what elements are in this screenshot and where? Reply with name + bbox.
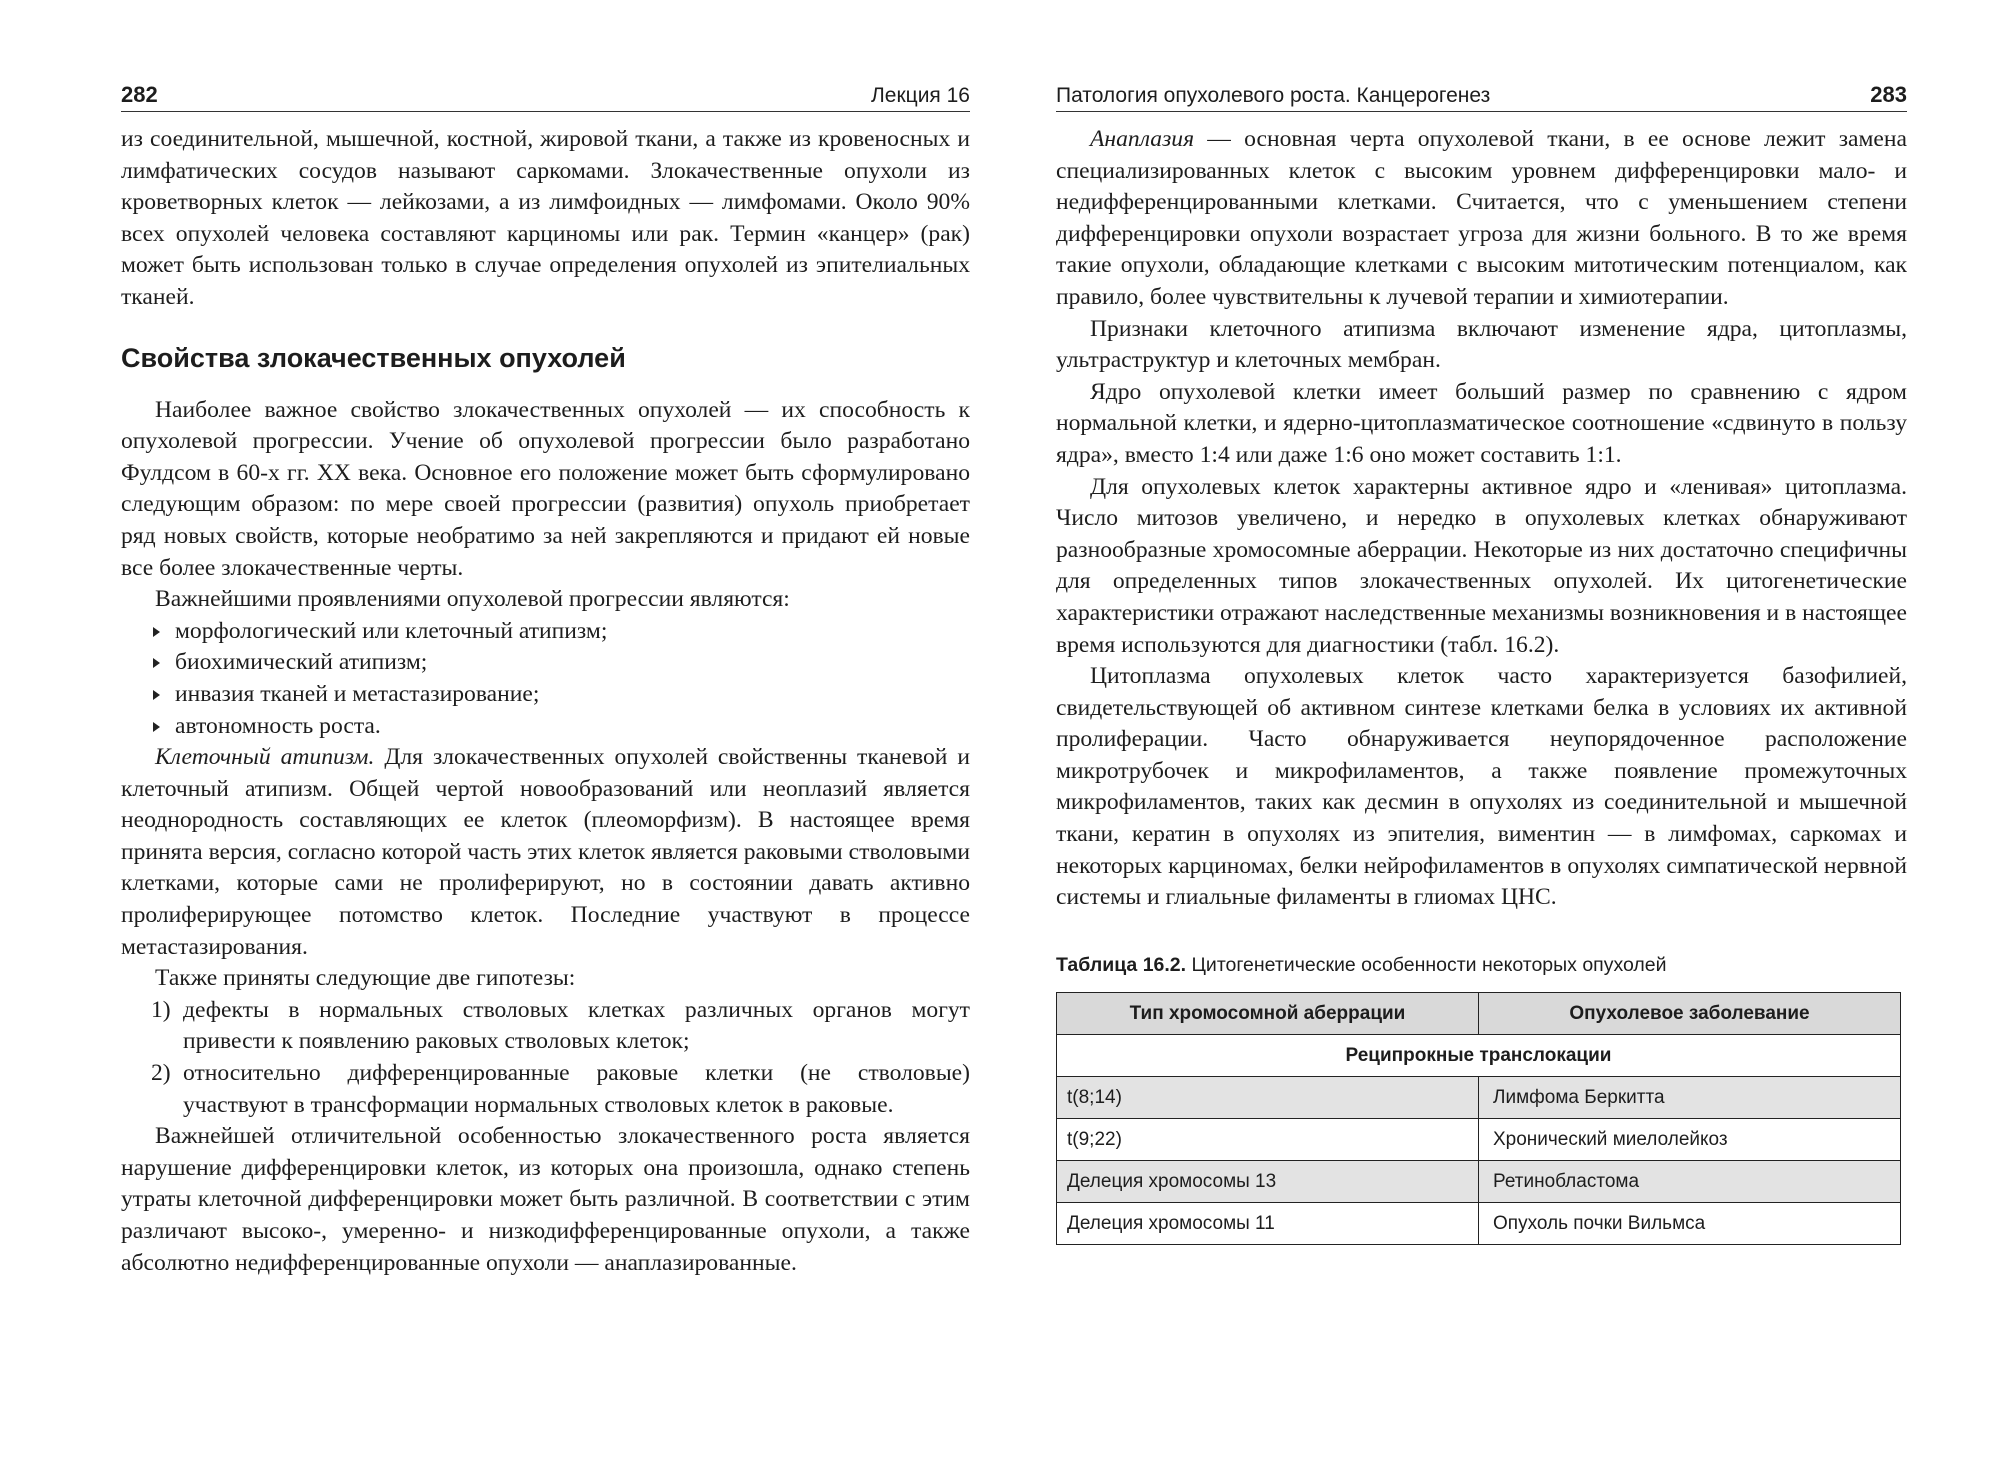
atypism-term: Клеточный атипизм. bbox=[155, 744, 375, 771]
differentiation-paragraph: Важнейшей отличительной особенностью злокачественного роста является нарушение дифференцировки клеток, из которых она произошла, однако степень утраты клеточной дифференцировки может быть различной. В соответствии с этим различают высоко-, умеренно- и низкодифференцированные опухоли, а также абсолютно недифференцированные опухоли — анаплазированные. bbox=[121, 1123, 970, 1276]
table-cell: Делеция хромосомы 13 bbox=[1057, 1160, 1479, 1202]
list-item: 2) относительно дифференцированные раковые клетки (не стволовые) участвуют в трансформации нормальных стволовых клеток в раковые. bbox=[151, 1060, 970, 1118]
triangle-bullet-icon bbox=[153, 627, 160, 637]
table-cell: Лимфома Беркитта bbox=[1479, 1076, 1901, 1118]
intro-paragraph: из соединительной, мышечной, костной, жировой ткани, а также из кровеносных и лимфатических сосудов называют саркомами. Злокачественные опухоли из кроветворных клеток — лейкозами, а из лимфоидных — лимфомами. Около 90% всех опухолей человека составляют карциномы или рак. Термин «канцер» (рак) может быть использован только в случае определения опухолей из эпителиальных тканей. bbox=[121, 126, 970, 310]
table-cell: Опухоль почки Вильмса bbox=[1479, 1202, 1901, 1244]
left-page-number: 282 bbox=[121, 82, 158, 107]
left-running-head bbox=[121, 78, 970, 108]
triangle-bullet-icon bbox=[153, 690, 160, 700]
cytoplasm-paragraph: Цитоплазма опухолевых клеток часто характеризуется базофилией, свидетельствующей об активном синтезе клетками белка в условиях их активной пролиферации. Часто обнаруживается неупорядоченное расположение микротрубочек и микрофиламентов, а также появление промежуточных микрофиламентов, таких как десмин в опухолях из соединительной и мышечной ткани, кератин в опухолях из эпителия, виментин — в лимфомах, саркомах и некоторых карциномах, белки нейрофиламентов в опухолях симпатической нервной системы и глиальные филаменты в глиомах ЦНС. bbox=[1056, 663, 1907, 911]
anaplasia-term: Анаплазия bbox=[1090, 126, 1195, 152]
triangle-bullet-icon bbox=[153, 658, 160, 668]
list-item: 1) дефекты в нормальных стволовых клетках различных органов могут привести к появлению раковых стволовых клеток; bbox=[151, 996, 970, 1055]
table-row bbox=[1057, 1118, 1901, 1160]
table-cell: t(8;14) bbox=[1057, 1076, 1479, 1118]
table-cell: Ретинобластома bbox=[1479, 1160, 1901, 1202]
left-text-column bbox=[121, 124, 970, 1279]
signs-paragraph: Признаки клеточного атипизма включают изменение ядра, цитоплазмы, ультраструктур и клеточных мембран. bbox=[1056, 315, 1907, 374]
right-header-rule bbox=[1056, 111, 1907, 112]
right-page-number: 283 bbox=[1870, 82, 1907, 107]
table-row bbox=[1057, 1160, 1901, 1202]
anaplasia-paragraph: Анаплазия — основная черта опухолевой ткани, в ее основе лежит замена специализированных клеток с высоким уровнем дифференцировки мало- и недифференцированными клетками. Считается, что с уменьшением степени дифференцировки опухоли возрастает угроза для жизни больного. В то же время такие опухоли, обладающие клетками с высоким митотическим потенциалом, как правило, более чувствительны к лучевой терапии и химиотерапии. bbox=[1056, 126, 1907, 310]
list-item: автономность роста. bbox=[153, 711, 970, 743]
progression-paragraph: Наиболее важное свойство злокачественных опухолей — их способность к опухолевой прогрессии. Учение об опухолевой прогрессии было разработано Фулдсом в 60-х гг. XX века. Основное его положение может быть сформулировано следующим образом: по мере своей прогрессии (развития) опухоль приобретает ряд новых свойств, которые необратимо за ней закрепляются и придают ей новые все более злокачественные черты. bbox=[121, 396, 970, 581]
triangle-bullet-icon bbox=[153, 722, 160, 732]
table-cell: Делеция хромосомы 11 bbox=[1057, 1202, 1479, 1244]
hypotheses-list bbox=[121, 995, 970, 1121]
right-running-head bbox=[1056, 78, 1907, 108]
table-cell: t(9;22) bbox=[1057, 1118, 1479, 1160]
table-group-label: Реципрокные транслокации bbox=[1057, 1034, 1901, 1076]
table-row bbox=[1057, 1076, 1901, 1118]
cytogenetic-table bbox=[1056, 992, 1901, 1245]
atypism-paragraph: Клеточный атипизм. Для злокачественных опухолей свойственны тканевой и клеточный атипизм. Общей чертой новообразований или неоплазий является неоднородность составляющих ее клеток (плеоморфизм). В настоящее время принята версия, согласно которой часть этих клеток является раковыми стволовыми клетками, которые сами не пролиферируют, но в состоянии давать активно пролиферирующее потомство клеток. Последние участвуют в процессе метастазирования. bbox=[121, 744, 970, 960]
table-caption-text: Цитогенетические особенности некоторых опухолей bbox=[1186, 953, 1667, 976]
list-intro: Важнейшими проявлениями опухолевой прогрессии являются: bbox=[155, 586, 790, 613]
list-item: морфологический или клеточный атипизм; bbox=[153, 616, 970, 648]
right-page bbox=[1000, 0, 2000, 1481]
progression-list bbox=[121, 616, 970, 742]
table-header-row bbox=[1057, 992, 1901, 1034]
active-nucleus-paragraph: Для опухолевых клеток характерны активное ядро и «ленивая» цитоплазма. Число митозов увеличено, и нередко в опухолевых клетках обнаруживают разнообразные хромосомные аберрации. Некоторые из них достаточно специфичны для определенных типов злокачественных опухолей. Их цитогенетические характеристики отражают наследственные механизмы возникновения и в настоящее время используются для диагностики (табл. 16.2). bbox=[1056, 473, 1907, 658]
table-header-cell: Тип хромосомной аберрации bbox=[1057, 992, 1479, 1034]
left-header-rule bbox=[121, 111, 970, 112]
list-item: инвазия тканей и метастазирование; bbox=[153, 679, 970, 711]
right-text-column bbox=[1056, 124, 1907, 1245]
left-running-title: Лекция 16 bbox=[871, 84, 970, 107]
list-item: биохимический атипизм; bbox=[153, 647, 970, 679]
table-cell: Хронический миелолейкоз bbox=[1479, 1118, 1901, 1160]
table-group-row bbox=[1057, 1034, 1901, 1076]
table-header-cell: Опухолевое заболевание bbox=[1479, 992, 1901, 1034]
right-running-title: Патология опухолевого роста. Канцерогенез bbox=[1056, 84, 1491, 107]
hypotheses-intro: Также приняты следующие две гипотезы: bbox=[155, 965, 576, 992]
table-caption-label: Таблица 16.2. bbox=[1056, 953, 1187, 976]
section-heading: Свойства злокачественных опухолей bbox=[121, 342, 626, 373]
table-row bbox=[1057, 1202, 1901, 1244]
table-caption bbox=[1056, 952, 1907, 978]
nucleus-paragraph: Ядро опухолевой клетки имеет больший размер по сравнению с ядром нормальной клетки, и ядерно-цитоплазматическое соотношение «сдвинуто в пользу ядра», вместо 1:4 или даже 1:6 оно может составить 1:1. bbox=[1056, 378, 1907, 468]
